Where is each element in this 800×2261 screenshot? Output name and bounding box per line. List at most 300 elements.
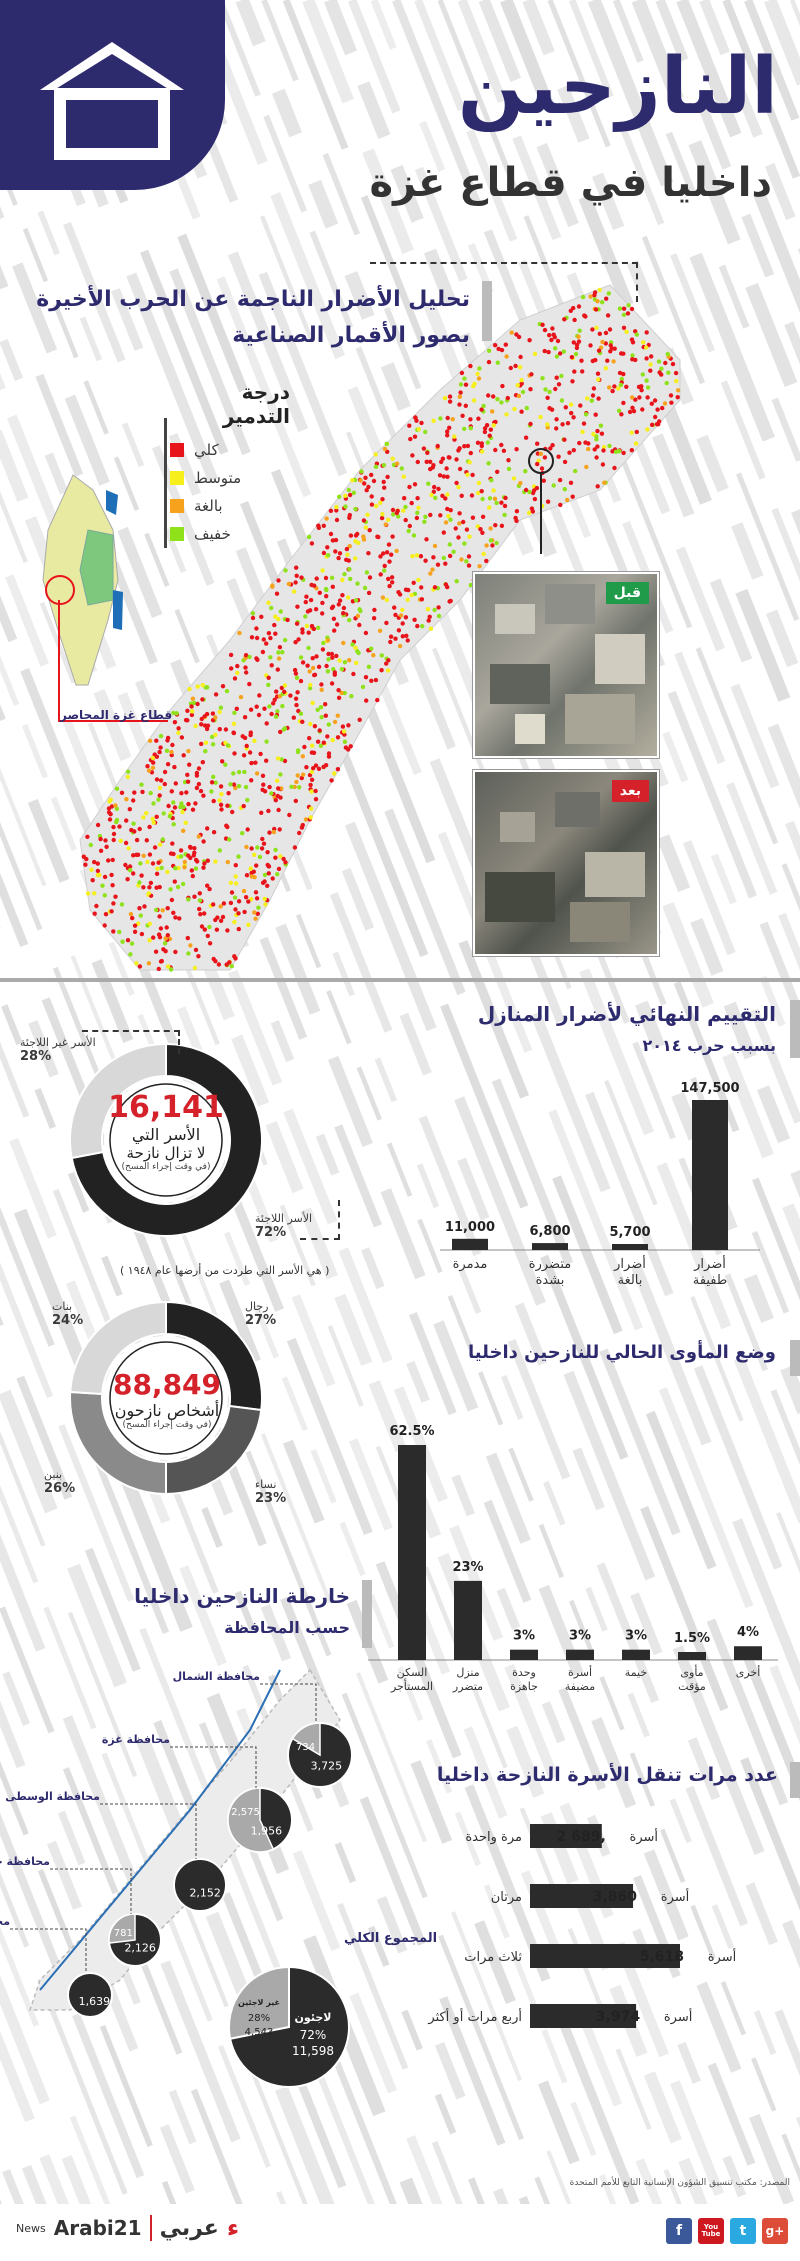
damage-point bbox=[545, 422, 549, 426]
damage-point bbox=[267, 830, 271, 834]
damage-point bbox=[445, 433, 449, 437]
damage-point bbox=[416, 578, 420, 582]
damage-point bbox=[400, 608, 404, 612]
damage-point bbox=[299, 575, 303, 579]
damage-point bbox=[237, 631, 241, 635]
damage-point bbox=[630, 395, 634, 399]
damage-point bbox=[139, 913, 143, 917]
damage-point bbox=[83, 863, 87, 867]
men-label bbox=[245, 1300, 276, 1328]
damage-point bbox=[166, 762, 170, 766]
damage-point bbox=[438, 416, 442, 420]
damage-point bbox=[297, 831, 301, 835]
damage-point bbox=[147, 961, 151, 965]
damage-point bbox=[350, 642, 354, 646]
damage-point bbox=[317, 767, 321, 771]
damage-point bbox=[527, 338, 531, 342]
damage-point bbox=[230, 890, 234, 894]
damage-point bbox=[444, 582, 448, 586]
damage-point bbox=[470, 473, 474, 477]
damage-point bbox=[477, 481, 481, 485]
damage-point bbox=[197, 907, 201, 911]
damage-point bbox=[277, 867, 281, 871]
damage-point bbox=[431, 465, 435, 469]
damage-point bbox=[201, 760, 205, 764]
damage-point bbox=[188, 856, 192, 860]
shelter-value-label: 3% bbox=[512, 1628, 536, 1644]
women-name: نساء bbox=[255, 1478, 277, 1491]
damage-point bbox=[469, 451, 473, 455]
damage-point bbox=[357, 607, 361, 611]
damage-point bbox=[402, 496, 406, 500]
damage-point bbox=[230, 810, 234, 814]
damage-point bbox=[308, 783, 312, 787]
damage-point bbox=[410, 554, 414, 558]
damage-point bbox=[335, 518, 339, 522]
damage-point bbox=[195, 859, 199, 863]
damage-point bbox=[213, 959, 217, 963]
damage-point bbox=[112, 832, 116, 836]
damage-point bbox=[379, 572, 383, 576]
damage-point bbox=[630, 353, 634, 357]
damage-point bbox=[264, 739, 268, 743]
damage-point bbox=[171, 911, 175, 915]
damage-point bbox=[251, 611, 255, 615]
after-tag: بعد bbox=[612, 780, 649, 802]
damage-point bbox=[557, 382, 561, 386]
damage-point bbox=[443, 562, 447, 566]
damage-point bbox=[156, 798, 160, 802]
damage-point bbox=[149, 791, 153, 795]
damage-point bbox=[564, 405, 568, 409]
damage-point bbox=[176, 731, 180, 735]
damage-point bbox=[488, 496, 492, 500]
damage-point bbox=[265, 721, 269, 725]
damage-point bbox=[579, 359, 583, 363]
damage-point bbox=[255, 771, 259, 775]
damage-point bbox=[276, 650, 280, 654]
damage-point bbox=[480, 489, 484, 493]
damage-point bbox=[310, 624, 314, 628]
damage-point bbox=[416, 506, 420, 510]
damage-point bbox=[419, 585, 423, 589]
damage-point bbox=[359, 469, 363, 473]
damage-point bbox=[382, 463, 386, 467]
damage-point bbox=[362, 481, 366, 485]
damage-point bbox=[129, 828, 133, 832]
damage-point bbox=[594, 455, 598, 459]
damage-point bbox=[127, 846, 131, 850]
damage-point bbox=[454, 457, 458, 461]
damage-point bbox=[141, 815, 145, 819]
damage-point bbox=[621, 401, 625, 405]
damage-point bbox=[112, 838, 116, 842]
damage-point bbox=[345, 547, 349, 551]
damage-point bbox=[467, 535, 471, 539]
damage-point bbox=[368, 528, 372, 532]
men-pct: 27% bbox=[245, 1313, 277, 1328]
damage-point bbox=[372, 608, 376, 612]
damage-point bbox=[183, 860, 187, 864]
shelter-bar bbox=[398, 1445, 426, 1660]
damage-point bbox=[367, 665, 371, 669]
damage-point bbox=[582, 421, 586, 425]
damage-point bbox=[252, 739, 256, 743]
damage-point bbox=[382, 480, 386, 484]
damage-point bbox=[387, 542, 391, 546]
brand-divider bbox=[150, 2215, 152, 2241]
damage-point bbox=[276, 786, 280, 790]
damage-point bbox=[459, 557, 463, 561]
damage-point bbox=[653, 398, 657, 402]
damage-point bbox=[219, 904, 223, 908]
damage-point bbox=[193, 801, 197, 805]
damage-point bbox=[278, 772, 282, 776]
damage-point bbox=[417, 427, 421, 431]
damage-point bbox=[448, 399, 452, 403]
damage-point bbox=[312, 584, 316, 588]
damage-point bbox=[161, 908, 165, 912]
damage-point bbox=[490, 409, 494, 413]
damage-point bbox=[449, 508, 453, 512]
damage-point bbox=[506, 396, 510, 400]
damage-point bbox=[274, 689, 278, 693]
damage-point bbox=[136, 853, 140, 857]
damage-point bbox=[430, 567, 434, 571]
damage-point bbox=[578, 329, 582, 333]
damage-point bbox=[413, 415, 417, 419]
damage-point bbox=[189, 704, 193, 708]
damage-point bbox=[578, 403, 582, 407]
damage-point bbox=[213, 733, 217, 737]
damage-point bbox=[577, 339, 581, 343]
damage-point bbox=[530, 506, 534, 510]
damage-point bbox=[398, 644, 402, 648]
damage-point bbox=[243, 665, 247, 669]
damage-point bbox=[132, 790, 136, 794]
damage-point bbox=[550, 326, 554, 330]
facebook-icon[interactable]: f bbox=[666, 2218, 692, 2244]
damage-point bbox=[455, 579, 459, 583]
damage-point bbox=[344, 558, 348, 562]
damage-point bbox=[597, 349, 601, 353]
damage-point bbox=[601, 462, 605, 466]
damage-point bbox=[423, 515, 427, 519]
damage-point bbox=[265, 884, 269, 888]
moves-category-label: أربع مرات أو أكثر bbox=[428, 2010, 522, 2025]
damage-point bbox=[336, 735, 340, 739]
damage-point bbox=[326, 638, 330, 642]
damage-point bbox=[330, 606, 334, 610]
damage-point bbox=[567, 451, 571, 455]
damage-point bbox=[231, 771, 235, 775]
damage-point bbox=[85, 835, 89, 839]
damage-point bbox=[126, 938, 130, 942]
damage-point bbox=[273, 848, 277, 852]
damage-point bbox=[635, 430, 639, 434]
legend-item bbox=[170, 464, 290, 492]
damage-point bbox=[646, 385, 650, 389]
damage-point bbox=[562, 317, 566, 321]
damage-point bbox=[272, 623, 276, 627]
damage-point bbox=[460, 494, 464, 498]
damage-point bbox=[657, 359, 661, 363]
damage-point bbox=[397, 628, 401, 632]
damage-point bbox=[565, 498, 569, 502]
damage-point bbox=[276, 617, 280, 621]
legend-swatch bbox=[170, 471, 184, 485]
brand-arabic: عربي bbox=[159, 2215, 219, 2241]
shelter-bar bbox=[622, 1650, 650, 1660]
damage-point bbox=[301, 754, 305, 758]
damage-point bbox=[457, 521, 461, 525]
damage-point bbox=[449, 599, 453, 603]
damage-point bbox=[217, 798, 221, 802]
damage-point bbox=[456, 485, 460, 489]
damage-point bbox=[212, 799, 216, 803]
moves-value-label: 5,618 bbox=[639, 1949, 684, 1965]
housing-subtitle: بسبب حرب ٢٠١٤ bbox=[642, 1036, 776, 1055]
damage-point bbox=[457, 511, 461, 515]
damage-point bbox=[201, 683, 205, 687]
damage-point bbox=[113, 803, 117, 807]
damage-point bbox=[103, 893, 107, 897]
damage-point bbox=[333, 720, 337, 724]
damage-point bbox=[437, 614, 441, 618]
damage-point bbox=[653, 415, 657, 419]
damage-point bbox=[314, 607, 318, 611]
damage-point bbox=[326, 553, 330, 557]
damage-point bbox=[262, 637, 266, 641]
damage-point bbox=[322, 741, 326, 745]
damage-point bbox=[158, 745, 162, 749]
damage-point bbox=[308, 683, 312, 687]
damage-point bbox=[258, 752, 262, 756]
damage-point bbox=[456, 535, 460, 539]
damage-point bbox=[154, 950, 158, 954]
shelter-category-label: خيمة bbox=[624, 1666, 648, 1679]
damage-point bbox=[221, 684, 225, 688]
damage-point bbox=[151, 766, 155, 770]
damage-point bbox=[324, 763, 328, 767]
twitter-icon[interactable]: t bbox=[730, 2218, 756, 2244]
girls-label bbox=[52, 1300, 83, 1328]
legend-label: بالغة bbox=[194, 497, 223, 515]
damage-point bbox=[171, 800, 175, 804]
legend-item bbox=[170, 436, 290, 464]
damage-point bbox=[305, 664, 309, 668]
damage-point bbox=[295, 622, 299, 626]
damage-point bbox=[229, 666, 233, 670]
youtube-icon[interactable]: You Tube bbox=[698, 2218, 724, 2244]
damage-point bbox=[203, 927, 207, 931]
damage-point bbox=[343, 740, 347, 744]
legend-item bbox=[170, 520, 290, 548]
damage-point bbox=[300, 630, 304, 634]
damage-point bbox=[644, 378, 648, 382]
damage-point bbox=[113, 895, 117, 899]
damage-point bbox=[619, 412, 623, 416]
damage-point bbox=[255, 636, 259, 640]
damage-point bbox=[303, 614, 307, 618]
damage-point bbox=[369, 473, 373, 477]
damage-point bbox=[380, 512, 384, 516]
damage-point bbox=[242, 804, 246, 808]
damage-point bbox=[278, 854, 282, 858]
damage-point bbox=[345, 553, 349, 557]
damage-point bbox=[577, 304, 581, 308]
damage-point bbox=[280, 704, 284, 708]
damage-point bbox=[169, 967, 173, 971]
shelter-bar bbox=[454, 1581, 482, 1660]
damage-point bbox=[465, 473, 469, 477]
housing-category-label: أضرار bbox=[614, 1257, 646, 1272]
damage-point bbox=[401, 509, 405, 513]
damage-point bbox=[489, 538, 493, 542]
damage-point bbox=[674, 379, 678, 383]
damage-point bbox=[128, 868, 132, 872]
damage-point bbox=[158, 786, 162, 790]
damage-point bbox=[305, 624, 309, 628]
damage-point bbox=[570, 379, 574, 383]
damage-point bbox=[225, 928, 229, 932]
damage-point bbox=[504, 354, 508, 358]
damage-point bbox=[420, 597, 424, 601]
damage-point bbox=[277, 656, 281, 660]
damage-point bbox=[499, 501, 503, 505]
damage-point bbox=[194, 866, 198, 870]
damage-point bbox=[555, 376, 559, 380]
damage-point bbox=[244, 845, 248, 849]
damage-point bbox=[433, 585, 437, 589]
damage-point bbox=[432, 485, 436, 489]
damage-point bbox=[648, 369, 652, 373]
damage-point bbox=[192, 851, 196, 855]
damage-point bbox=[130, 916, 134, 920]
damage-point bbox=[111, 929, 115, 933]
damage-point bbox=[155, 777, 159, 781]
gov-non-refugee-value: 781 bbox=[113, 1928, 133, 1940]
damage-point bbox=[225, 689, 229, 693]
damage-point bbox=[157, 750, 161, 754]
damage-point bbox=[191, 874, 195, 878]
damage-point bbox=[429, 627, 433, 631]
damage-point bbox=[665, 381, 669, 385]
damage-point bbox=[645, 395, 649, 399]
damage-point bbox=[159, 778, 163, 782]
damage-point bbox=[294, 780, 298, 784]
damage-point bbox=[186, 802, 190, 806]
damage-point bbox=[509, 366, 513, 370]
damage-point bbox=[94, 904, 98, 908]
damage-point bbox=[158, 793, 162, 797]
damage-point bbox=[446, 416, 450, 420]
total-refugee-value: 11,598 bbox=[292, 2044, 334, 2058]
damage-point bbox=[199, 742, 203, 746]
damage-point bbox=[329, 532, 333, 536]
damage-point bbox=[378, 629, 382, 633]
damage-point bbox=[468, 364, 472, 368]
families-donut-center bbox=[106, 1090, 226, 1172]
damage-point bbox=[130, 941, 134, 945]
damage-point bbox=[477, 376, 481, 380]
google-plus-icon[interactable]: g+ bbox=[762, 2218, 788, 2244]
damage-point bbox=[575, 346, 579, 350]
damage-point bbox=[269, 791, 273, 795]
after-photo bbox=[473, 770, 659, 956]
damage-point bbox=[109, 798, 113, 802]
damage-point bbox=[97, 873, 101, 877]
damage-point bbox=[289, 785, 293, 789]
damage-point bbox=[392, 605, 396, 609]
damage-point bbox=[263, 873, 267, 877]
damage-point bbox=[478, 527, 482, 531]
damage-point bbox=[666, 371, 670, 375]
damage-point bbox=[596, 484, 600, 488]
damage-point bbox=[226, 860, 230, 864]
damage-point bbox=[294, 566, 298, 570]
damage-point bbox=[451, 550, 455, 554]
damage-point bbox=[406, 598, 410, 602]
damage-point bbox=[600, 340, 604, 344]
damage-point bbox=[374, 452, 378, 456]
damage-point bbox=[232, 954, 236, 958]
damage-point bbox=[108, 812, 112, 816]
damage-point bbox=[96, 823, 100, 827]
damage-point bbox=[391, 508, 395, 512]
damage-point bbox=[352, 491, 356, 495]
damage-point bbox=[426, 482, 430, 486]
damage-point bbox=[267, 871, 271, 875]
damage-point bbox=[326, 669, 330, 673]
damage-point bbox=[438, 513, 442, 517]
damage-point bbox=[542, 479, 546, 483]
damage-point bbox=[313, 789, 317, 793]
girls-pct: 24% bbox=[52, 1313, 84, 1328]
damage-point bbox=[242, 889, 246, 893]
damage-point bbox=[144, 811, 148, 815]
damage-point bbox=[309, 598, 313, 602]
damage-point bbox=[198, 898, 202, 902]
damage-point bbox=[492, 423, 496, 427]
damage-point bbox=[321, 647, 325, 651]
shelter-bar bbox=[678, 1652, 706, 1660]
damage-point bbox=[180, 810, 184, 814]
damage-point bbox=[271, 701, 275, 705]
damage-point bbox=[493, 448, 497, 452]
damage-point bbox=[202, 861, 206, 865]
damage-point bbox=[186, 897, 190, 901]
brand-english: Arabi21 bbox=[53, 2216, 142, 2240]
damage-point bbox=[191, 808, 195, 812]
damage-point bbox=[147, 891, 151, 895]
damage-point bbox=[645, 427, 649, 431]
damage-point bbox=[650, 423, 654, 427]
damage-point bbox=[401, 634, 405, 638]
damage-point bbox=[422, 446, 426, 450]
damage-point bbox=[179, 791, 183, 795]
damage-point bbox=[312, 673, 316, 677]
damage-point bbox=[347, 658, 351, 662]
damage-point bbox=[173, 720, 177, 724]
damage-point bbox=[555, 354, 559, 358]
damage-point bbox=[524, 436, 528, 440]
damage-point bbox=[258, 855, 262, 859]
damage-point bbox=[540, 376, 544, 380]
damage-point bbox=[649, 354, 653, 358]
damage-point bbox=[442, 556, 446, 560]
damage-point bbox=[197, 766, 201, 770]
